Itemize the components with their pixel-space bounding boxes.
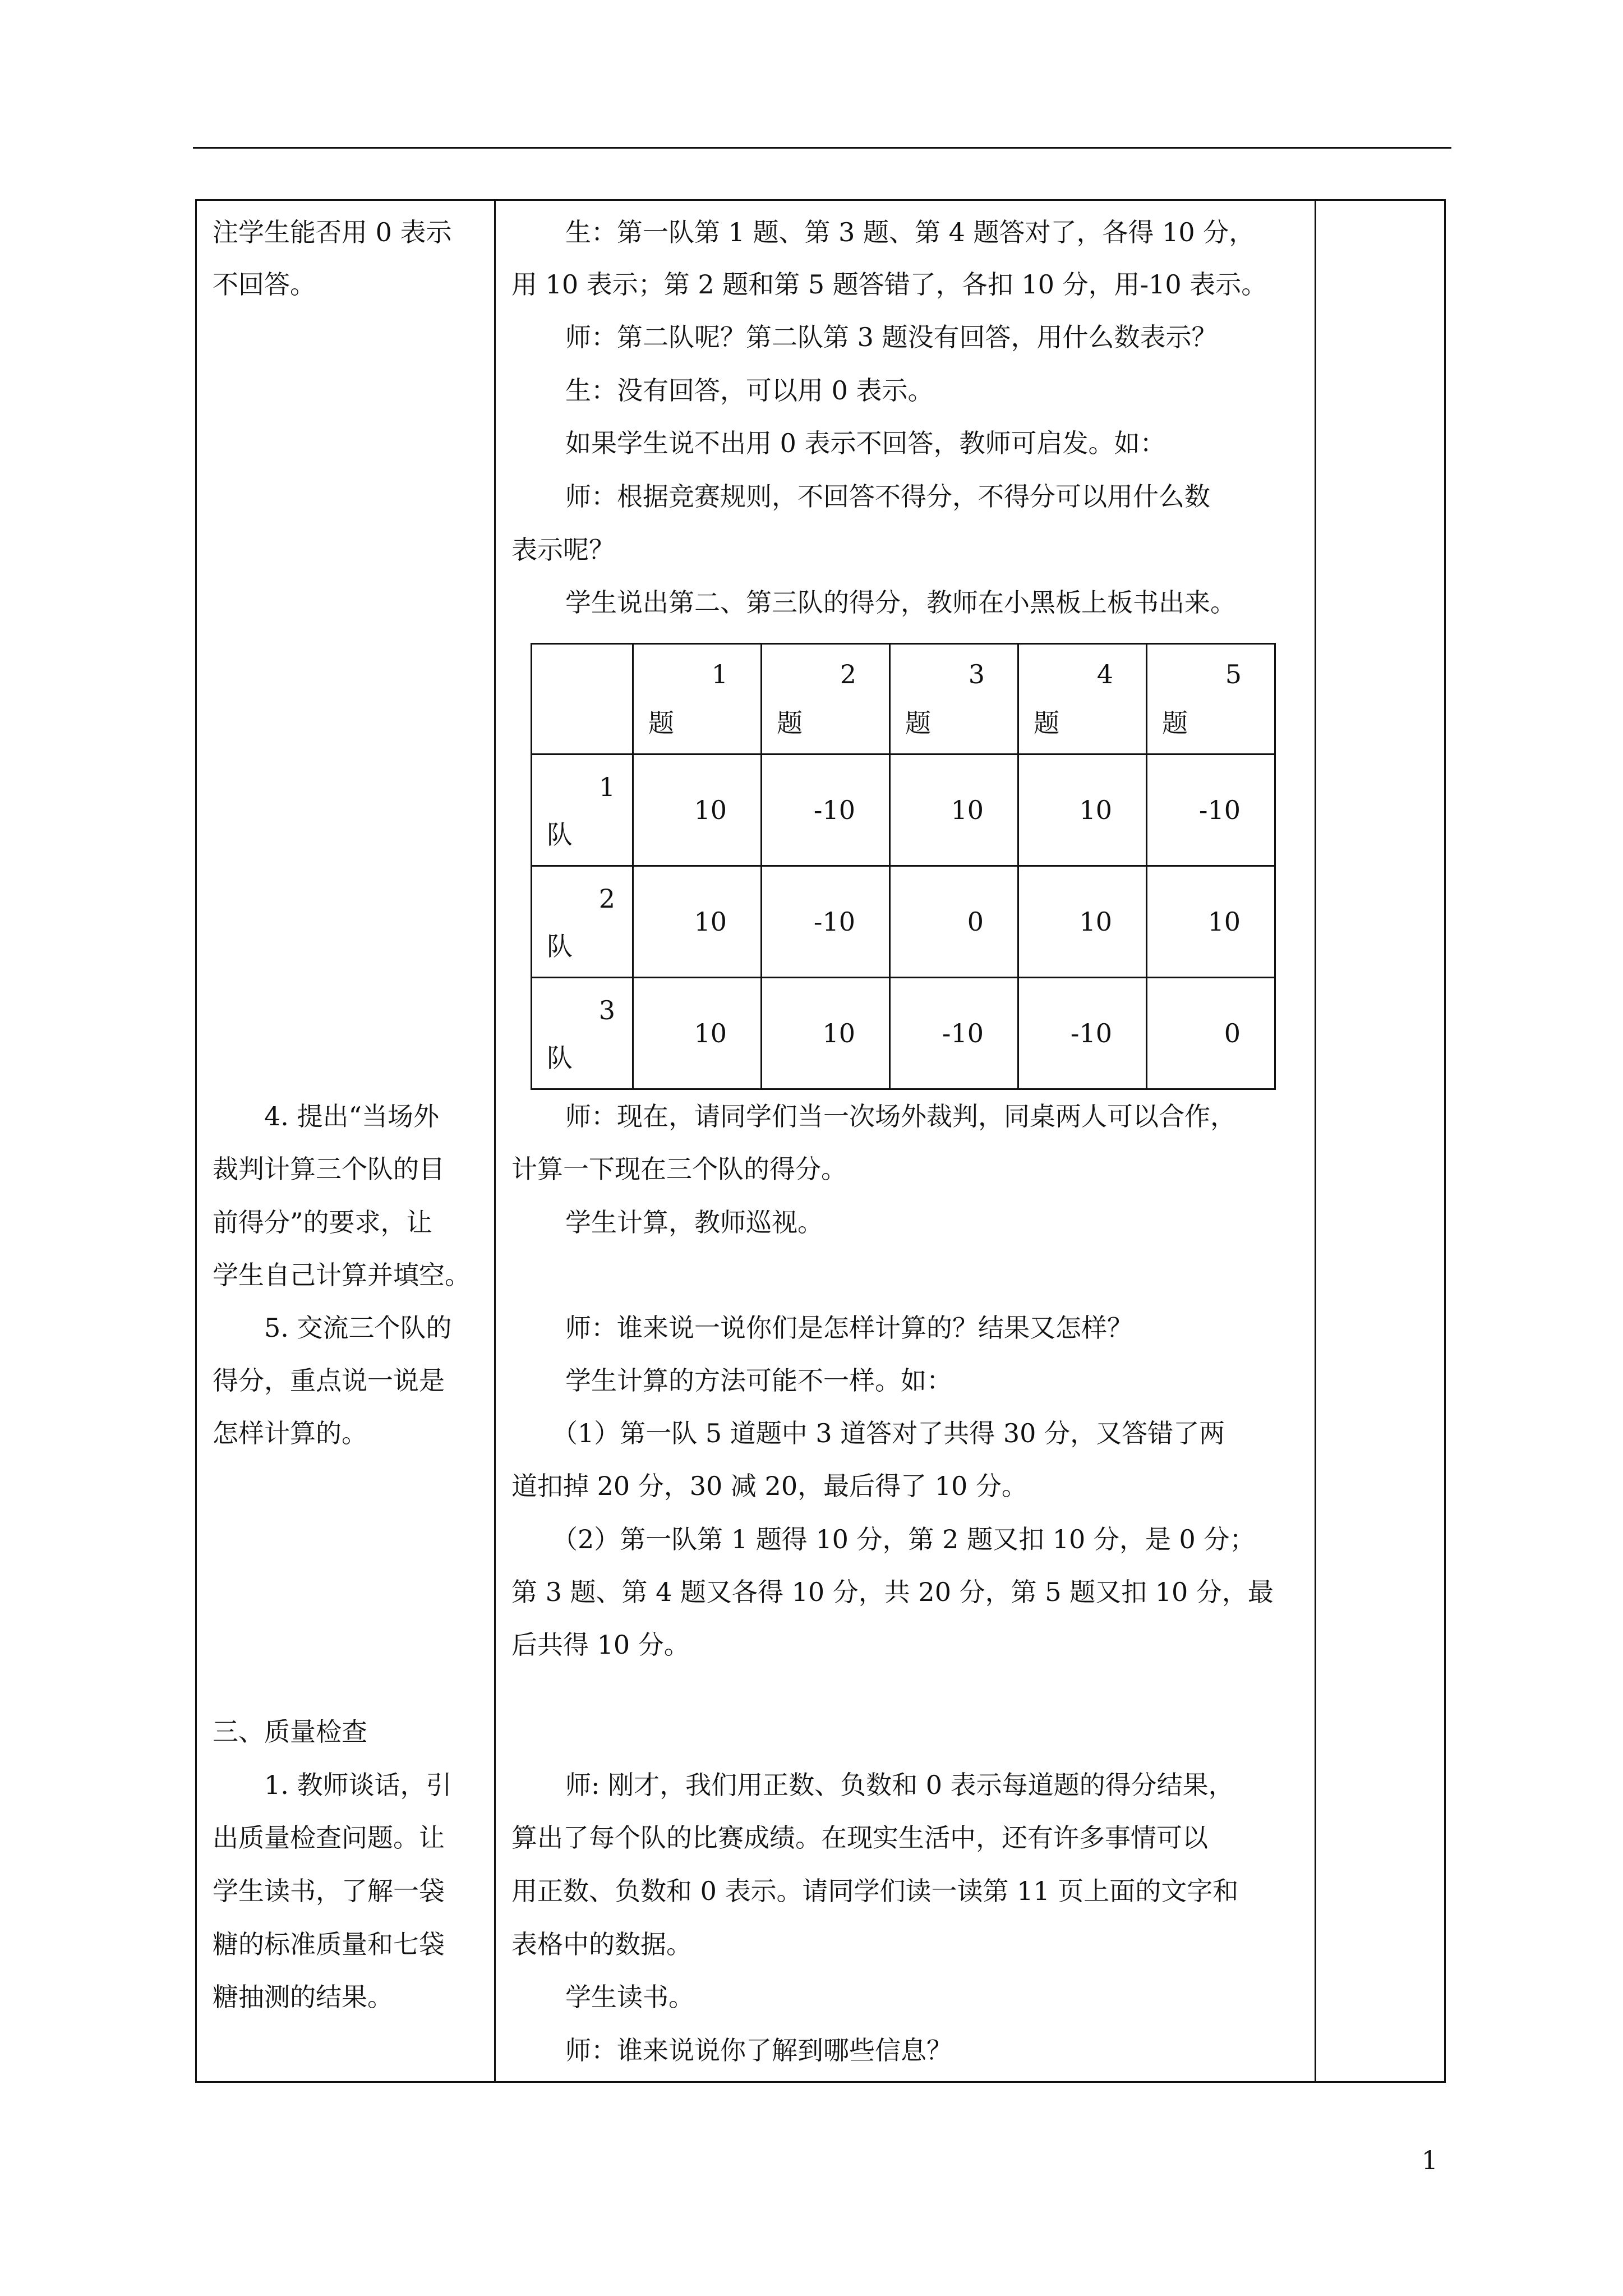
- dialogue-line: 后共得 10 分。: [511, 1630, 690, 1660]
- score-value: 0: [1224, 1018, 1241, 1048]
- score-value: 10: [694, 794, 727, 825]
- dialogue-line: 师：现在，请同学们当一次场外裁判，同桌两人可以合作，: [565, 1101, 1236, 1131]
- process-column: [196, 200, 495, 2082]
- dialogue-line: 师：谁来说说你了解到哪些信息？: [565, 2035, 952, 2065]
- score-cell: [890, 866, 1018, 977]
- step-5-line: 得分，重点说一说是: [213, 1365, 445, 1396]
- team-number: 1: [598, 771, 615, 802]
- table-row: [532, 866, 1275, 977]
- dialogue-line: 学生计算的方法可能不一样。如：: [565, 1365, 952, 1396]
- score-value: 0: [967, 906, 984, 937]
- score-value: -10: [813, 794, 855, 825]
- score-value: 10: [1079, 906, 1112, 937]
- section-heading: 三、质量检查: [213, 1717, 367, 1747]
- content-column: [495, 200, 1316, 2082]
- team-cell: [532, 977, 633, 1089]
- dialogue-line: 第 3 题、第 4 题又各得 10 分，共 20 分，第 5 题又扣 10 分，最: [511, 1577, 1274, 1607]
- score-cell: [1147, 754, 1275, 866]
- question-number: 5: [1225, 659, 1242, 689]
- check-1-line: 糖抽测的结果。: [213, 1982, 393, 2012]
- score-value: -10: [1198, 794, 1241, 825]
- dialogue-line: 学生计算，教师巡视。: [565, 1207, 823, 1237]
- header-cell: [890, 644, 1018, 754]
- score-cell: [890, 754, 1018, 866]
- table-row: [532, 977, 1275, 1089]
- score-cell: [633, 977, 762, 1089]
- check-1-line: 学生读书，了解一袋: [213, 1876, 445, 1906]
- left-line: 不回答。: [213, 269, 316, 300]
- corner-cell: [532, 644, 633, 754]
- dialogue-line: 学生读书。: [565, 1982, 694, 2012]
- score-cell: [1147, 866, 1275, 977]
- lesson-plan-table: [195, 199, 1446, 2083]
- step-4-line: 4. 提出“当场外: [264, 1101, 440, 1131]
- step-5-line: 5. 交流三个队的: [264, 1313, 452, 1343]
- table-row: [532, 754, 1275, 866]
- notes-column: [1316, 200, 1445, 2082]
- score-cell: [762, 977, 890, 1089]
- score-value: -10: [813, 906, 855, 937]
- question-number: 2: [840, 659, 856, 689]
- dialogue-line: 学生说出第二、第三队的得分，教师在小黑板上板书出来。: [565, 587, 1236, 618]
- question-number: 3: [968, 659, 985, 689]
- score-table: [531, 643, 1276, 1090]
- page-number: 1: [1421, 2145, 1438, 2175]
- dialogue-line: （1）第一队 5 道题中 3 道答对了共得 30 分，又答错了两: [552, 1418, 1225, 1448]
- step-4-line: 前得分”的要求，让: [213, 1207, 432, 1237]
- dialogue-line: 用正数、负数和 0 表示。请同学们读一读第 11 页上面的文字和: [511, 1876, 1239, 1906]
- dialogue-line: 师：谁来说一说你们是怎样计算的？结果又怎样？: [565, 1313, 1133, 1343]
- header-rule: [193, 147, 1451, 149]
- score-cell: [633, 866, 762, 977]
- question-label: 题: [905, 707, 931, 738]
- team-number: 2: [598, 883, 615, 914]
- score-value: 10: [694, 906, 727, 937]
- dialogue-line: 表格中的数据。: [511, 1929, 692, 1959]
- header-cell: [1018, 644, 1147, 754]
- header-cell: [1147, 644, 1275, 754]
- dialogue-line: 如果学生说不出用 0 表示不回答，教师可启发。如：: [565, 428, 1166, 458]
- check-1-line: 出质量检查问题。让: [213, 1823, 445, 1853]
- left-line: 注学生能否用 0 表示: [213, 217, 452, 247]
- question-label: 题: [648, 707, 674, 738]
- question-number: 1: [711, 659, 728, 689]
- dialogue-line: （2）第一队第 1 题得 10 分，第 2 题又扣 10 分，是 0 分；: [552, 1524, 1256, 1554]
- question-number: 4: [1096, 659, 1113, 689]
- score-value: -10: [1070, 1018, 1112, 1048]
- question-label: 题: [777, 707, 803, 738]
- score-value: 10: [951, 794, 984, 825]
- dialogue-line: 计算一下现在三个队的得分。: [511, 1154, 847, 1184]
- team-label: 队: [547, 1043, 573, 1073]
- score-value: 10: [822, 1018, 855, 1048]
- score-cell: [633, 754, 762, 866]
- dialogue-line: 师：第二队呢？第二队第 3 题没有回答，用什么数表示？: [565, 322, 1218, 352]
- question-label: 题: [1034, 707, 1059, 738]
- team-number: 3: [598, 995, 615, 1025]
- score-value: -10: [942, 1018, 984, 1048]
- team-label: 队: [547, 819, 573, 850]
- score-cell: [1018, 866, 1147, 977]
- dialogue-line: 师：根据竞赛规则，不回答不得分，不得分可以用什么数: [565, 481, 1210, 512]
- team-cell: [532, 866, 633, 977]
- score-cell: [890, 977, 1018, 1089]
- dialogue-line: 师: 刚才，我们用正数、负数和 0 表示每道题的得分结果，: [565, 1770, 1234, 1800]
- question-label: 题: [1162, 707, 1188, 738]
- dialogue-line: 生：第一队第 1 题、第 3 题、第 4 题答对了，各得 10 分，: [565, 217, 1255, 247]
- step-5-line: 怎样计算的。: [213, 1418, 367, 1448]
- score-cell: [762, 866, 890, 977]
- score-cell: [1147, 977, 1275, 1089]
- score-cell: [1018, 977, 1147, 1089]
- score-cell: [762, 754, 890, 866]
- dialogue-line: 算出了每个队的比赛成绩。在现实生活中，还有许多事情可以: [511, 1823, 1208, 1853]
- header-cell: [633, 644, 762, 754]
- team-cell: [532, 754, 633, 866]
- dialogue-line: 道扣掉 20 分，30 减 20，最后得了 10 分。: [511, 1471, 1027, 1501]
- score-value: 10: [1207, 906, 1241, 937]
- team-label: 队: [547, 931, 573, 961]
- score-value: 10: [694, 1018, 727, 1048]
- dialogue-line: 生：没有回答，可以用 0 表示。: [565, 375, 934, 406]
- dialogue-line: 用 10 表示；第 2 题和第 5 题答错了，各扣 10 分，用-10 表示。: [511, 269, 1267, 300]
- header-cell: [762, 644, 890, 754]
- score-value: 10: [1079, 794, 1112, 825]
- check-1-line: 1. 教师谈话，引: [264, 1770, 452, 1800]
- step-4-line: 裁判计算三个队的目: [213, 1154, 445, 1184]
- score-cell: [1018, 754, 1147, 866]
- dialogue-line: 表示呢？: [511, 535, 615, 565]
- step-4-line: 学生自己计算并填空。: [213, 1260, 471, 1290]
- check-1-line: 糖的标准质量和七袋: [213, 1929, 445, 1959]
